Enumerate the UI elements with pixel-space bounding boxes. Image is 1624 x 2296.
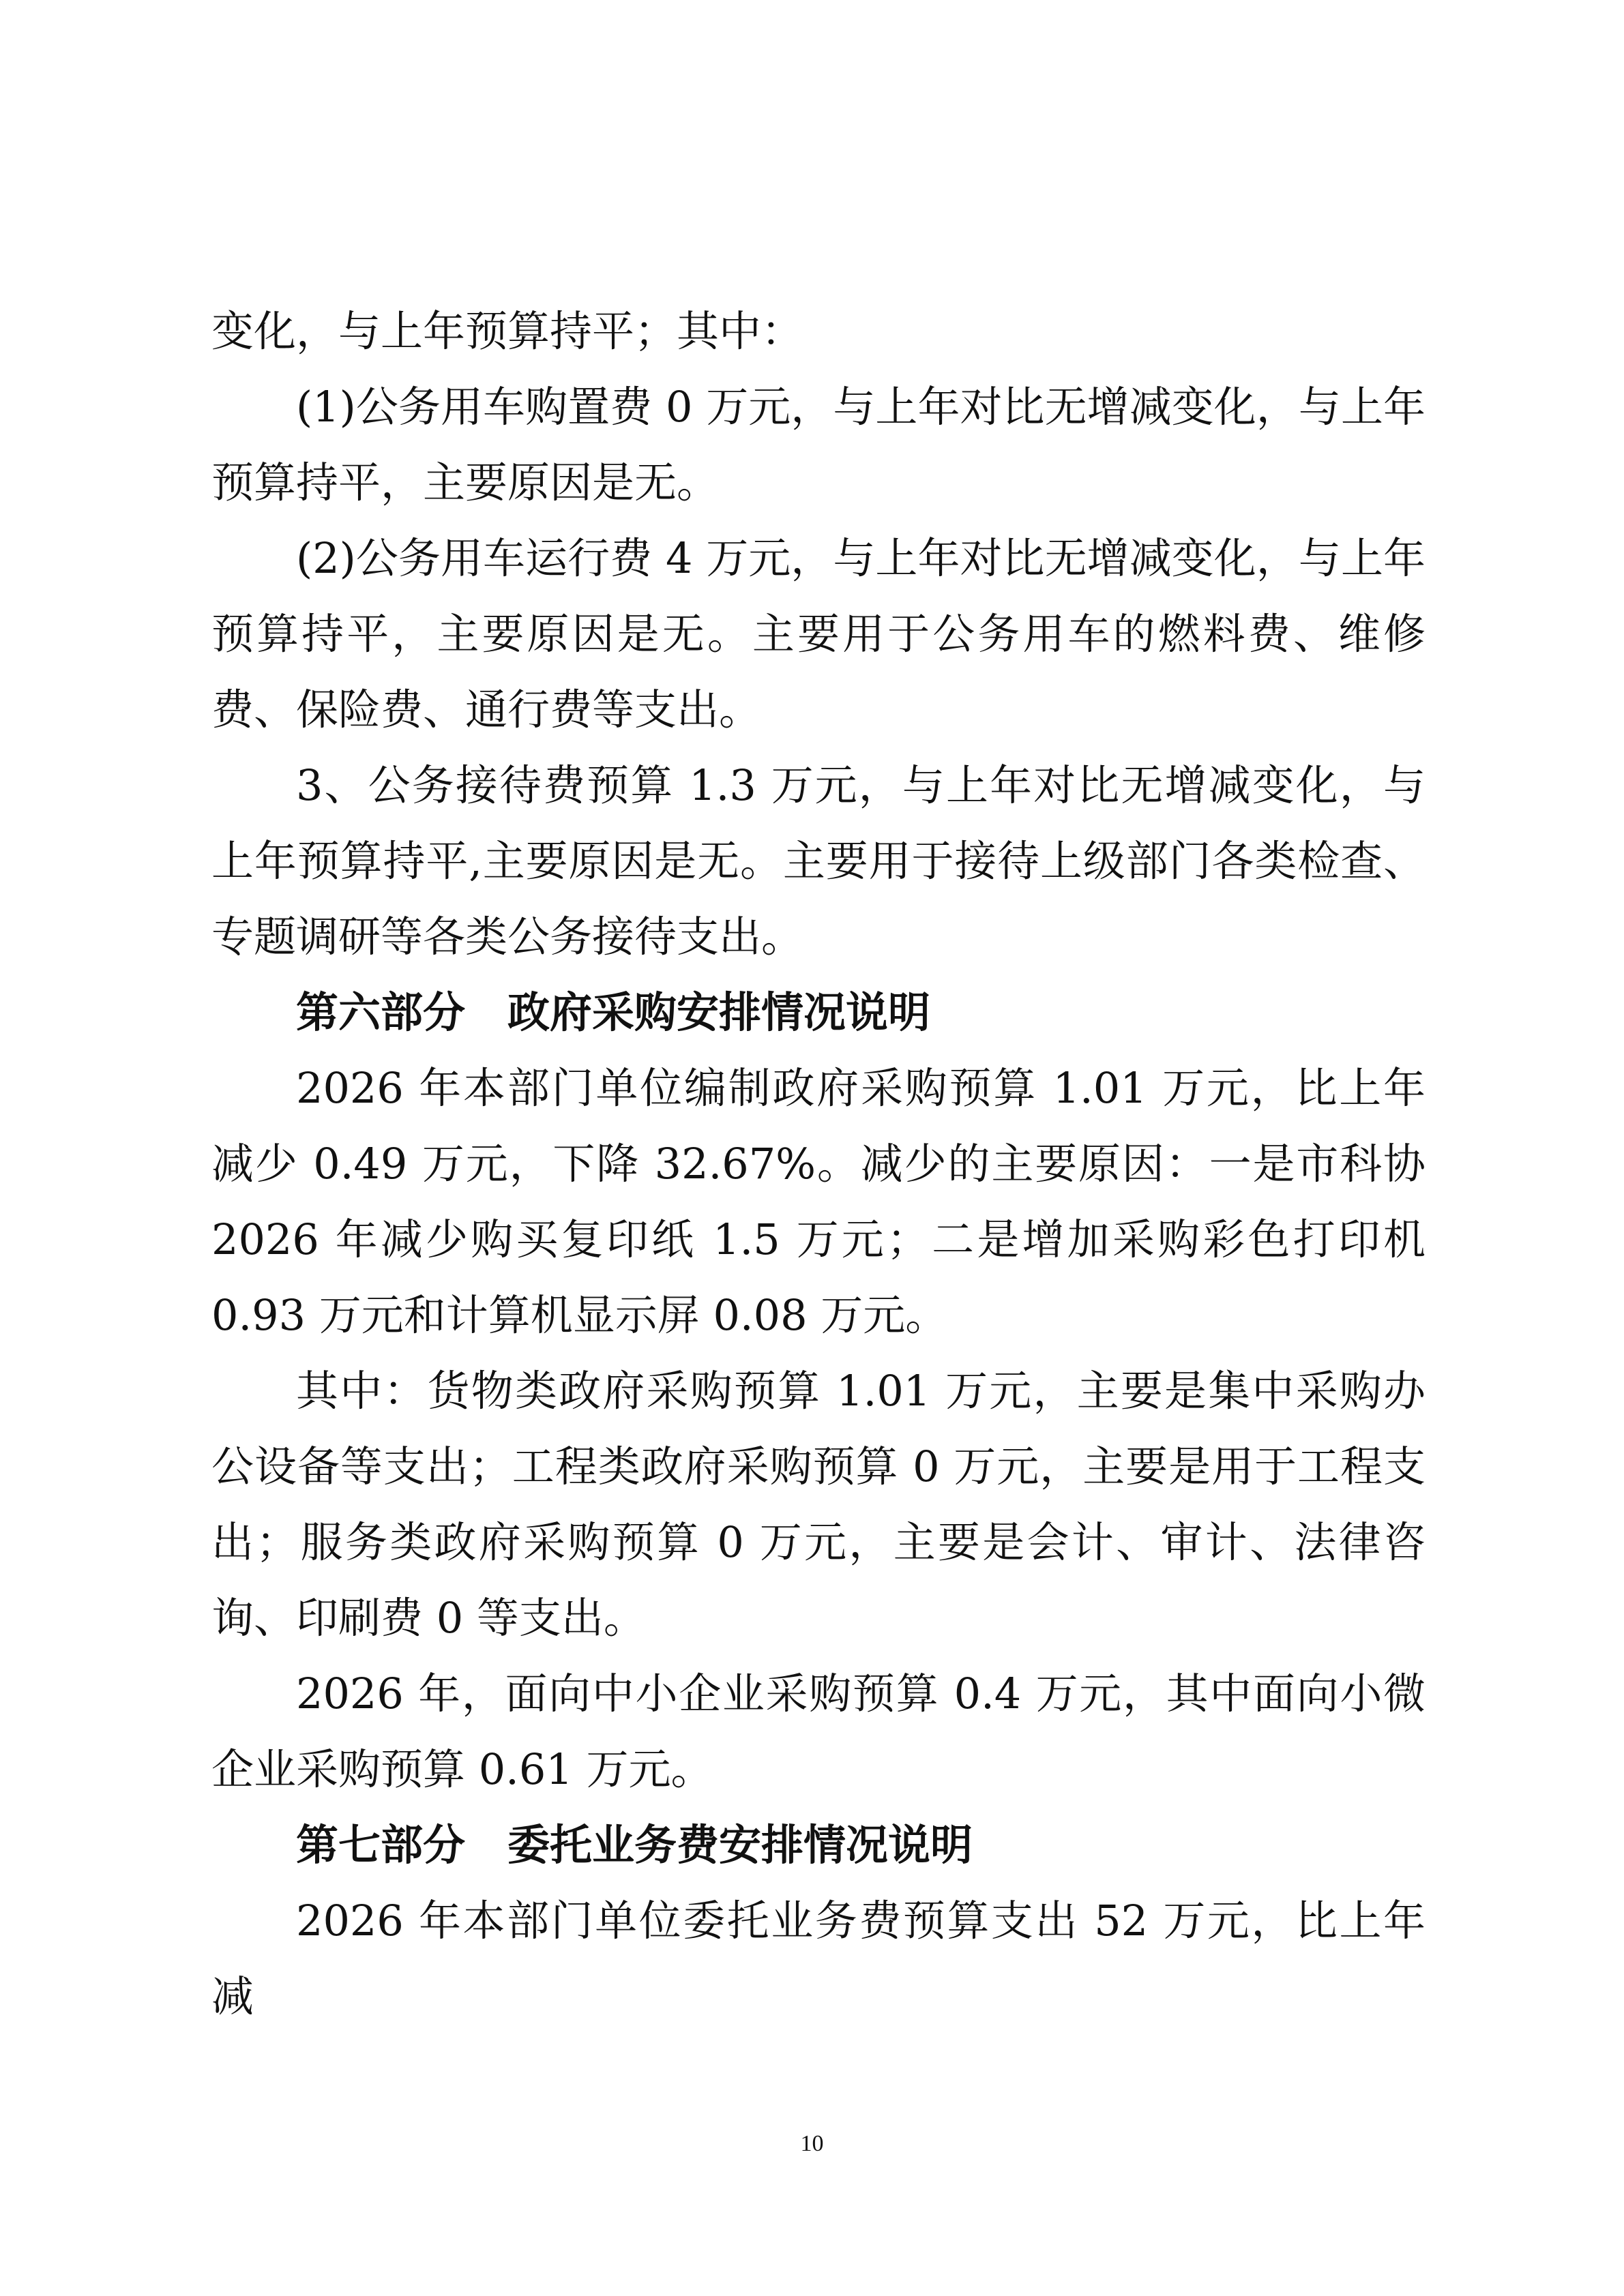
page-number: 10	[800, 2131, 824, 2156]
paragraph-sme-procurement: 2026 年，面向中小企业采购预算 0.4 万元，其中面向小微企业采购预算 0.61 万元。	[211, 1669, 1426, 1794]
document-body	[211, 293, 1426, 2034]
paragraph-vehicle-purchase: (1)公务用车购置费 0 万元，与上年对比无增减变化，与上年预算持平，主要原因是无。	[211, 382, 1426, 507]
paragraph-vehicle-operation: (2)公务用车运行费 4 万元，与上年对比无增减变化，与上年预算持平，主要原因是无。主要用于公务用车的燃料费、维修费、保险费、通行费等支出。	[211, 533, 1426, 734]
paragraph-procurement-breakdown: 其中：货物类政府采购预算 1.01 万元，主要是集中采购办公设备等支出；工程类政府采购预算 0 万元，主要是用于工程支出；服务类政府采购预算 0 万元，主要是会计、审计、法律咨询、印刷费 0 等支出。	[211, 1366, 1426, 1643]
paragraph-procurement-budget: 2026 年本部门单位编制政府采购预算 1.01 万元，比上年减少 0.49 万元，下降 32.67%。减少的主要原因：一是市科协 2026 年减少购买复印纸 1.5 万元；二是增加采购彩色打印机 0.93 万元和计算机显示屏 0.08 万元。	[211, 1063, 1426, 1340]
section-heading-six: 第六部分 政府采购安排情况说明	[296, 987, 931, 1037]
paragraph-reception-fee: 3、公务接待费预算 1.3 万元，与上年对比无增减变化，与上年预算持平,主要原因是无。主要用于接待上级部门各类检查、专题调研等各类公务接待支出。	[211, 760, 1426, 961]
paragraph-continuation: 变化，与上年预算持平；其中：	[211, 306, 804, 356]
section-heading-seven: 第七部分 委托业务费安排情况说明	[296, 1820, 973, 1870]
paragraph-commission-fee: 2026 年本部门单位委托业务费预算支出 52 万元，比上年减	[211, 1896, 1426, 2021]
